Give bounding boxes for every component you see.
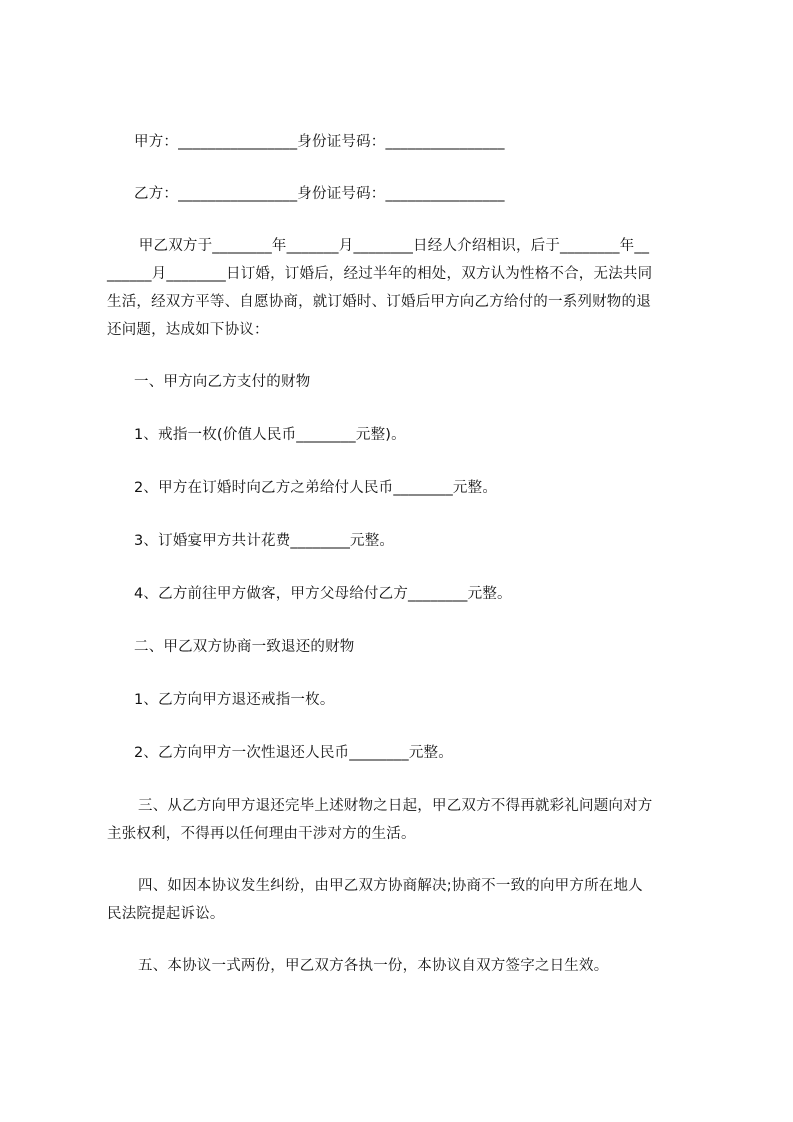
section-one-heading: 一、甲方向乙方支付的财物 [134, 374, 311, 390]
clause-three-line-2: 主张权利，不得再以任何理由干涉对方的生活。 [107, 826, 416, 842]
clause-three-line-1: 三、从乙方向甲方退还完毕上述财物之日起，甲乙双方不得再就彩礼问题向对方 [138, 798, 653, 814]
clause-four-line-2: 民法院提起诉讼。 [107, 906, 225, 922]
clause-five-line: 五、本协议一式两份，甲乙双方各执一份，本协议自双方签字之日生效。 [138, 958, 609, 974]
party-b-line: 乙方：________________身份证号码：________________ [134, 186, 505, 202]
section-two-item-1: 1、乙方向甲方退还戒指一枚。 [134, 692, 335, 708]
preamble-line-1: 甲乙双方于________年_______月________日经人介绍相识，后于________年__ [134, 238, 650, 254]
section-one-item-2: 2、甲方在订婚时向乙方之弟给付人民币________元整。 [134, 480, 498, 496]
clause-four-line-1: 四、如因本协议发生纠纷，由甲乙双方协商解决;协商不一致的向甲方所在地人 [138, 878, 643, 894]
party-a-line: 甲方：________________身份证号码：________________ [134, 134, 505, 150]
preamble-line-2: ______月________日订婚，订婚后，经过半年的相处，双方认为性格不合，无法共同 [107, 266, 653, 282]
section-one-item-1: 1、戒指一枚(价值人民币________元整)。 [134, 427, 406, 443]
section-two-heading: 二、甲乙双方协商一致退还的财物 [134, 639, 355, 655]
section-one-item-4: 4、乙方前往甲方做客，甲方父母给付乙方________元整。 [134, 586, 512, 602]
section-one-item-3: 3、订婚宴甲方共计花费________元整。 [134, 533, 395, 549]
preamble-line-4: 还问题，达成如下协议： [107, 322, 269, 338]
preamble-line-3: 生活，经双方平等、自愿协商，就订婚时、订婚后甲方向乙方给付的一系列财物的退 [107, 294, 651, 310]
section-two-item-2: 2、乙方向甲方一次性退还人民币________元整。 [134, 745, 453, 761]
